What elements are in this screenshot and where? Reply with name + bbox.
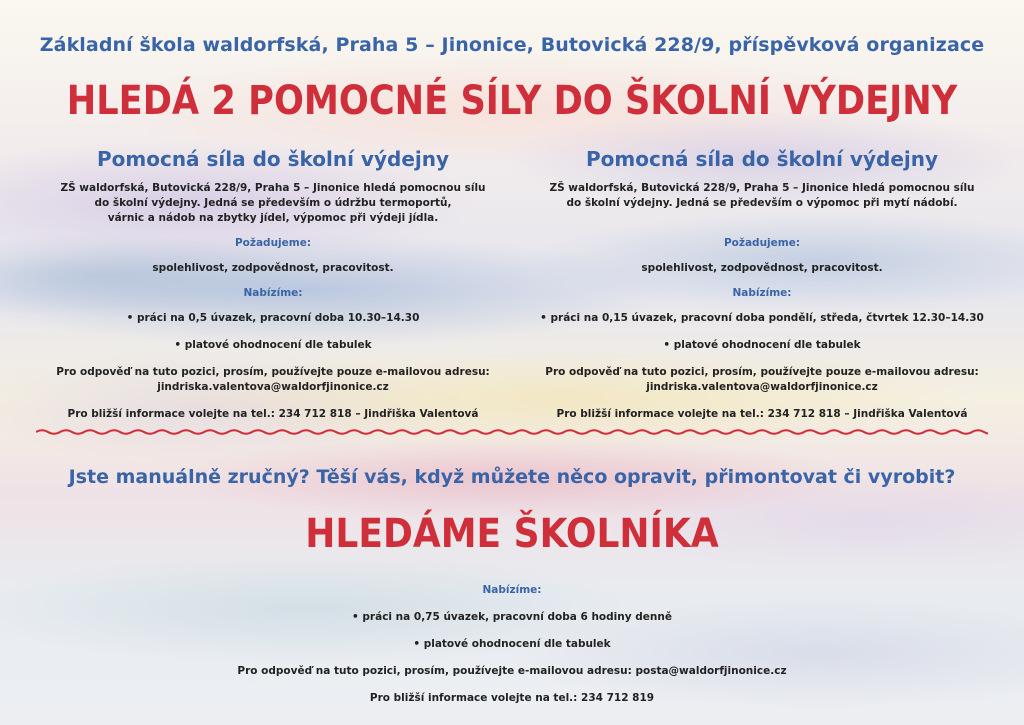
left-requirements-label: Požadujeme: [234,237,312,249]
right-requirements: spolehlivost, zodpovědnost, pracovitost. [641,262,883,274]
left-job-intro: ZŠ waldorfská, Butovická 228/9, Praha 5 – Jinonice hledá pomocnou sílu do školní výdejny. Jedná se především o údržbu termoportů, várnic a nádob na zbytky jídel, výpomoc při výdeji jídla. [60,182,486,224]
left-job-column [43,143,503,422]
right-offer-1: • práci na 0,15 úvazek, pracovní doba pondělí, středa, čtvrtek 12.30–14.30 [540,312,984,324]
right-contact-text: Pro odpověď na tuto pozici, prosím, používejte pouze e-mailovou adresu: [545,366,979,378]
left-offer-2: • platové ohodnocení dle tabulek [174,339,372,351]
janitor-question: Jste manuálně zručný? Těší vás, když můžete něco opravit, přimontovat či vyrobit? [68,466,956,488]
main-headline: HLEDÁ 2 POMOCNÉ SÍLY DO ŠKOLNÍ VÝDEJNY [66,78,958,124]
right-offer-label: Nabízíme: [732,287,792,299]
right-requirements-label: Požadujeme: [723,237,801,249]
wavy-divider [36,424,988,440]
left-contact-email[interactable]: jindriska.valentova@waldorfjinonice.cz [157,381,389,393]
janitor-headline: HLEDÁME ŠKOLNÍKA [305,511,719,557]
right-offer-2: • platové ohodnocení dle tabulek [663,339,861,351]
right-job-column [532,143,992,422]
school-name: Základní škola waldorfská, Praha 5 – Jinonice, Butovická 228/9, příspěvková organizace [39,34,985,56]
left-requirements: spolehlivost, zodpovědnost, pracovitost. [152,262,394,274]
right-phone: Pro bližší informace volejte na tel.: 234 712 818 – Jindřiška Valentová [556,408,968,420]
janitor-offer-2: • platové ohodnocení dle tabulek [413,638,611,650]
left-offer-1: • práci na 0,5 úvazek, pracovní doba 10.30–14.30 [126,312,420,324]
right-job-title: Pomocná síla do školní výdejny [585,147,939,171]
right-contact-email[interactable]: jindriska.valentova@waldorfjinonice.cz [646,381,878,393]
left-job-title: Pomocná síla do školní výdejny [96,147,450,171]
janitor-phone: Pro bližší informace volejte na tel.: 234 712 819 [369,692,655,704]
janitor-contact: Pro odpověď na tuto pozici, prosím, používejte e-mailovou adresu: posta@waldorfjinonice.cz [237,665,787,677]
left-contact-text: Pro odpověď na tuto pozici, prosím, používejte pouze e-mailovou adresu: [56,366,490,378]
janitor-offer-label: Nabízíme: [482,584,542,596]
janitor-offer-1: • práci na 0,75 úvazek, pracovní doba 6 hodiny denně [352,611,672,623]
left-offer-label: Nabízíme: [243,287,303,299]
janitor-details [212,583,812,706]
right-job-intro: ZŠ waldorfská, Butovická 228/9, Praha 5 – Jinonice hledá pomocnou sílu do školní výdejny. Jedná se především o výpomoc při mytí nádobí. [549,182,975,209]
left-phone: Pro bližší informace volejte na tel.: 234 712 818 – Jindřiška Valentová [67,408,479,420]
